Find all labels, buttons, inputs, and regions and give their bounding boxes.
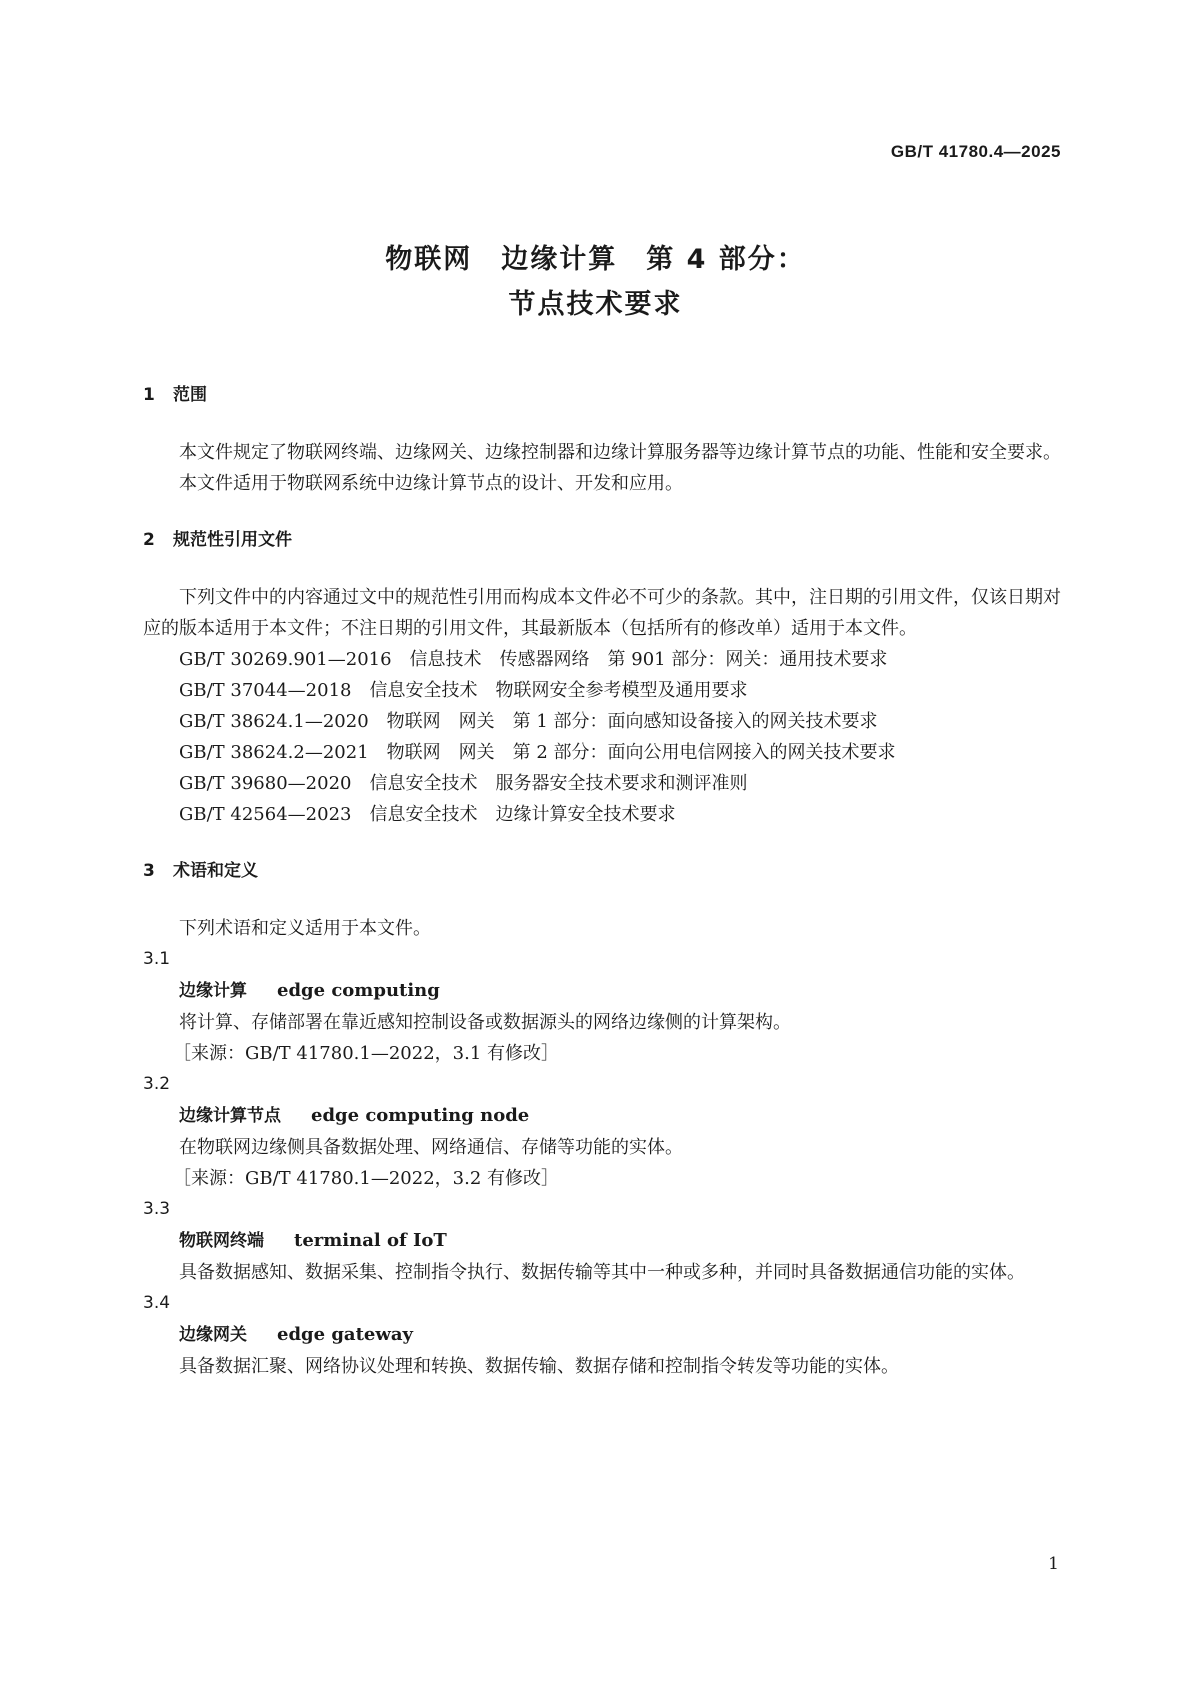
term-heading <box>179 1319 1061 1351</box>
term-english: edge computing <box>277 980 440 1001</box>
term-definition: 将计算、存储部署在靠近感知控制设备或数据源头的网络边缘侧的计算架构。 <box>179 1012 791 1033</box>
reference-list <box>143 644 1061 830</box>
term-source: ［来源：GB/T 41780.1—2022，3.2 有修改］ <box>173 1168 559 1189</box>
term-definition: 具备数据汇聚、网络协议处理和转换、数据传输、数据存储和控制指令转发等功能的实体。 <box>179 1356 899 1377</box>
term-english: terminal of IoT <box>294 1230 447 1251</box>
section-title: 范围 <box>173 385 207 405</box>
scope-paragraph-1: 本文件规定了物联网终端、边缘网关、边缘控制器和边缘计算服务器等边缘计算节点的功能、性能和安全要求。 <box>179 442 1061 463</box>
scope-paragraph-2: 本文件适用于物联网系统中边缘计算节点的设计、开发和应用。 <box>179 473 683 494</box>
reference-title: 信息安全技术 边缘计算安全技术要求 <box>369 804 676 825</box>
term-heading <box>179 975 1061 1007</box>
term-chinese: 边缘网关 <box>179 1325 247 1345</box>
reference-item <box>179 675 1061 706</box>
section-number: 1 <box>143 385 155 405</box>
document-title-line-1: 物联网 边缘计算 第 4 部分： <box>385 244 806 275</box>
reference-item <box>179 737 1061 768</box>
section-title: 术语和定义 <box>173 861 258 881</box>
term-source: ［来源：GB/T 41780.1—2022，3.1 有修改］ <box>173 1043 559 1064</box>
term-number: 3.3 <box>143 1199 171 1219</box>
reference-code: GB/T 39680—2020 <box>179 773 352 794</box>
term-chinese: 物联网终端 <box>179 1231 264 1251</box>
term-english: edge computing node <box>311 1105 530 1126</box>
normative-intro-paragraph: 下列文件中的内容通过文中的规范性引用而构成本文件必不可少的条款。其中，注日期的引用文件，仅该日期对应的版本适用于本文件；不注日期的引用文件，其最新版本（包括所有的修改单）适用于本文件。 <box>143 587 1061 639</box>
reference-item <box>179 706 1061 737</box>
document-title-line-2: 节点技术要求 <box>508 289 683 320</box>
section-title: 规范性引用文件 <box>173 530 292 550</box>
page-number: 1 <box>1048 1554 1059 1574</box>
reference-item <box>179 768 1061 799</box>
reference-code: GB/T 42564—2023 <box>179 804 352 825</box>
reference-title: 信息技术 传感器网络 第 901 部分：网关：通用技术要求 <box>409 649 888 670</box>
reference-item <box>179 644 1061 675</box>
term-definition: 具备数据感知、数据采集、控制指令执行、数据传输等其中一种或多种，并同时具备数据通信功能的实体。 <box>179 1262 1025 1283</box>
reference-title: 物联网 网关 第 2 部分：面向公用电信网接入的网关技术要求 <box>386 742 896 763</box>
term-number: 3.4 <box>143 1293 171 1313</box>
term-chinese: 边缘计算节点 <box>179 1106 281 1126</box>
reference-item <box>179 799 1061 830</box>
term-chinese: 边缘计算 <box>179 981 247 1001</box>
document-body <box>143 380 1061 1382</box>
reference-code: GB/T 38624.1—2020 <box>179 711 369 732</box>
terms-intro-paragraph: 下列术语和定义适用于本文件。 <box>179 918 431 939</box>
reference-title: 物联网 网关 第 1 部分：面向感知设备接入的网关技术要求 <box>386 711 878 732</box>
standard-number: GB/T 41780.4—2025 <box>890 142 1061 161</box>
section-number: 3 <box>143 861 155 881</box>
reference-code: GB/T 38624.2—2021 <box>179 742 369 763</box>
term-number: 3.2 <box>143 1074 171 1094</box>
term-heading <box>179 1225 1061 1257</box>
reference-title: 信息安全技术 服务器安全技术要求和测评准则 <box>369 773 748 794</box>
section-number: 2 <box>143 530 155 550</box>
term-definition: 在物联网边缘侧具备数据处理、网络通信、存储等功能的实体。 <box>179 1137 683 1158</box>
reference-title: 信息安全技术 物联网安全参考模型及通用要求 <box>369 680 748 701</box>
term-heading <box>179 1100 1061 1132</box>
section-heading-terms-definitions <box>143 856 1061 887</box>
term-number: 3.1 <box>143 949 171 969</box>
reference-code: GB/T 37044—2018 <box>179 680 352 701</box>
reference-code: GB/T 30269.901—2016 <box>179 649 392 670</box>
section-heading-scope <box>143 380 1061 411</box>
section-heading-normative-references <box>143 525 1061 556</box>
term-english: edge gateway <box>277 1324 413 1345</box>
